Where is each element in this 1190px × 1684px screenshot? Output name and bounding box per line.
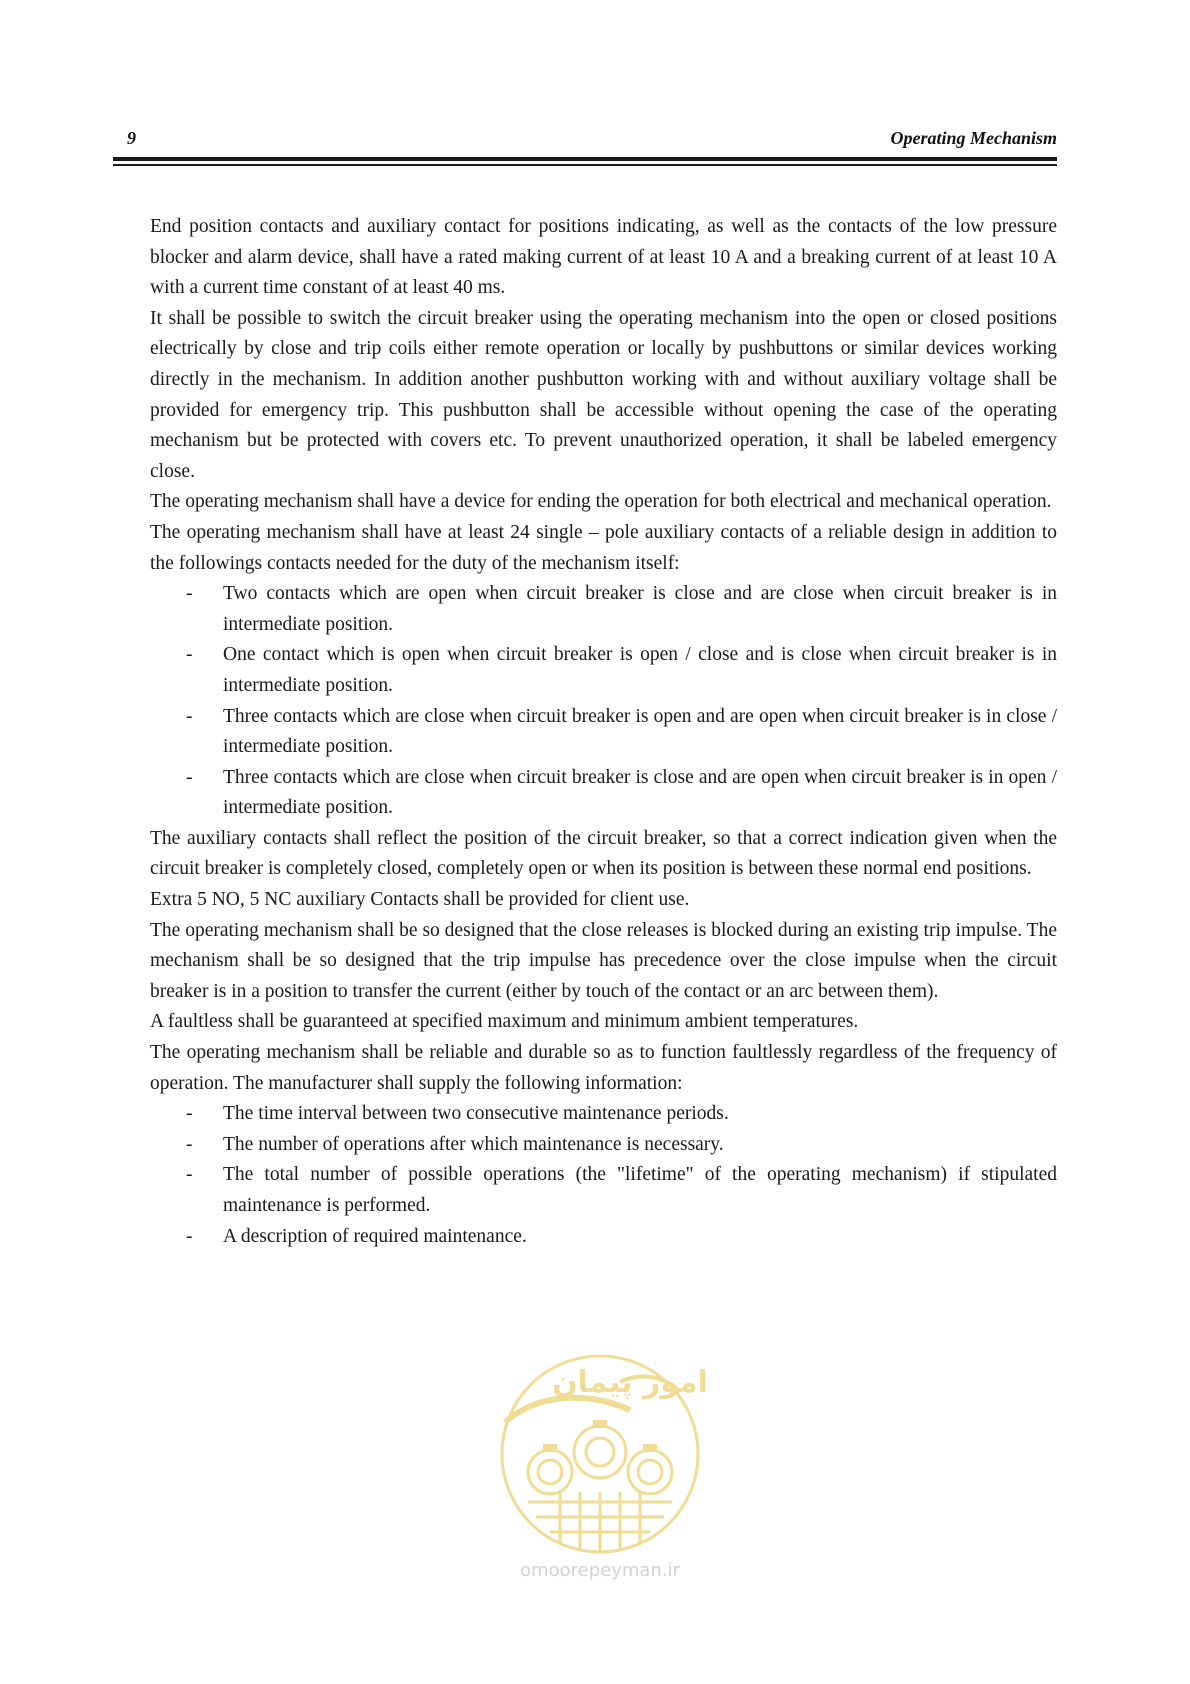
list-dash: - [186, 705, 193, 727]
list-item-text: The total number of possible operations (the "lifetime" of the operating mechanism) if stipulated maintenance is performed. [223, 1164, 1057, 1216]
list-dash: - [186, 1103, 193, 1125]
list-item [150, 1160, 1057, 1221]
paragraph: The operating mechanism shall be reliable and durable so as to function faultlessly regardless of the frequency of operation. The manufacturer shall supply the following information: [150, 1042, 1057, 1094]
paragraph: The operating mechanism shall have a device for ending the operation for both electrical and mechanical operation. [150, 491, 1052, 513]
list-item-text: Two contacts which are open when circuit breaker is close and are close when circuit breaker is in intermediate position. [223, 583, 1057, 635]
list-dash: - [186, 1225, 193, 1247]
paragraph: It shall be possible to switch the circuit breaker using the operating mechanism into the open or closed positions electrically by close and trip coils either remote operation or locally by pushbuttons or similar devices working directly in the mechanism. In addition another pushbutton working with and without auxiliary voltage shall be provided for emergency trip. This pushbutton shall be accessible without opening the case of the operating mechanism but be protected with covers etc. To prevent unauthorized operation, it shall be labeled emergency close. [150, 307, 1057, 482]
list-item-text: Three contacts which are close when circuit breaker is close and are open when circuit breaker is in open / intermediate position. [223, 766, 1057, 819]
body-text [150, 212, 1057, 1252]
list-dash: - [186, 1164, 193, 1186]
watermark-emblem-icon [480, 1352, 720, 1557]
list-dash: - [186, 583, 193, 605]
paragraph: End position contacts and auxiliary contact for positions indicating, as well as the contacts of the low pressure blocker and alarm device, shall have a rated making current of at least 10 A and a breaking current of at least 10 A with a current time constant of at least 40 ms. [150, 216, 1057, 299]
paragraph: A faultless shall be guaranteed at specified maximum and minimum ambient temperatures. [150, 1011, 859, 1033]
list-item [150, 1099, 1057, 1130]
list-item [150, 1130, 1057, 1161]
paragraph: The operating mechanism shall be so designed that the close releases is blocked during an existing trip impulse. The mechanism shall be so designed that the trip impulse has precedence over the close impulse when the circuit breaker is in a position to transfer the current (either by touch of the contact or an arc between them). [150, 919, 1057, 1002]
page-header [113, 128, 1057, 150]
list-item [150, 702, 1057, 763]
contacts-list [150, 579, 1057, 824]
header-rule-thick [113, 157, 1057, 161]
watermark-site: omoorepeyman.ir [520, 1560, 680, 1581]
page-number: 9 [127, 128, 136, 148]
list-item [150, 1222, 1057, 1253]
list-item-text: The time interval between two consecutive maintenance periods. [223, 1103, 729, 1125]
list-item-text: The number of operations after which maintenance is necessary. [223, 1133, 724, 1155]
list-dash: - [186, 644, 193, 666]
paragraph: The auxiliary contacts shall reflect the position of the circuit breaker, so that a correct indication given when the circuit breaker is completely closed, completely open or when its position is between these normal end positions. [150, 827, 1057, 880]
list-item-text: One contact which is open when circuit breaker is open / close and is close when circuit breaker is in intermediate position. [223, 644, 1057, 696]
list-item-text: Three contacts which are close when circuit breaker is open and are open when circuit breaker is in close / intermediate position. [223, 705, 1057, 758]
watermark-logo-text: امور پیمان [552, 1365, 708, 1400]
paragraph: The operating mechanism shall have at least 24 single – pole auxiliary contacts of a reliable design in addition to the followings contacts needed for the duty of the mechanism itself: [150, 521, 1057, 574]
header-title: Operating Mechanism [890, 128, 1057, 148]
header-rule-thin [113, 164, 1057, 166]
list-item [150, 763, 1057, 824]
list-item [150, 640, 1057, 701]
watermark-logo [480, 1352, 720, 1612]
list-item [150, 579, 1057, 640]
list-dash: - [186, 1133, 193, 1155]
list-item-text: A description of required maintenance. [223, 1225, 527, 1247]
info-list [150, 1099, 1057, 1252]
list-dash: - [186, 766, 193, 788]
paragraph: Extra 5 NO, 5 NC auxiliary Contacts shall be provided for client use. [150, 889, 690, 911]
